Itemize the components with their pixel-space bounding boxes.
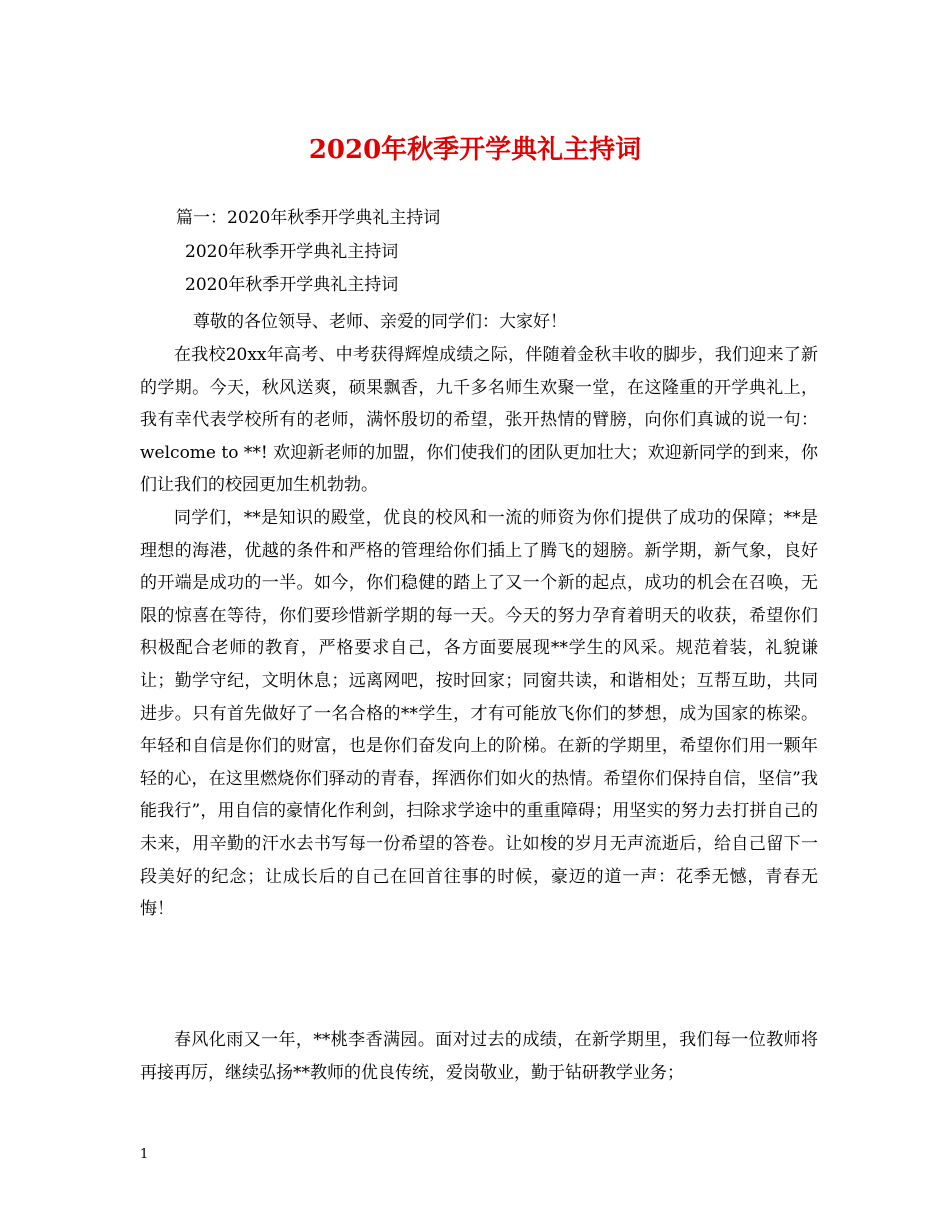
heading-line-2: 2020年秋季开学典礼主持词 xyxy=(185,242,399,262)
document-title: 2020年秋季开学典礼主持词 xyxy=(308,135,642,165)
heading-line-3: 2020年秋季开学典礼主持词 xyxy=(185,275,399,295)
paragraph-2: 同学们，**是知识的殿堂，优良的校风和一流的师资为你们提供了成功的保障；**是理想的海港，优越的条件和严格的管理给你们插上了腾飞的翅膀。新学期，新气象，良好的开端是成功的一半。如今，你们稳健的踏上了又一个新的起点，成功的机会在召唤，无限的惊喜在等待，你们要珍惜新学期的每一天。今天的努力孕育着明天的收获，希望你们积极配合老师的教育，严格要求自己，各方面要展现**学生的风采。规范着装，礼貌谦让；勤学守纪，文明休息；远离网吧，按时回家；同窗共读，和谐相处；互帮互助，共同进步。只有首先做好了一名合格的**学生，才有可能放飞你们的梦想，成为国家的栋梁。年轻和自信是你们的财富，也是你们奋发向上的阶梯。在新的学期里，希望你们用一颗年轻的心，在这里燃烧你们驿动的青春，挥洒你们如火的热情。希望你们保持自信，坚信”我能我行”，用自信的豪情化作利剑，扫除求学途中的重重障碍；用坚实的努力去打拼自己的未来，用辛勤的汗水去书写每一份希望的答卷。让如梭的岁月无声流逝后，给自己留下一段美好的纪念；让成长后的自己在回首往事的时候，豪迈的道一声：花季无憾，青春无悔！ xyxy=(140,508,818,920)
page-number: 1 xyxy=(140,1147,149,1162)
paragraph-1: 在我校20xx年高考、中考获得辉煌成绩之际，伴随着金秋丰收的脚步，我们迎来了新的学期。今天，秋风送爽，硕果飘香，九千多名师生欢聚一堂，在这隆重的开学典礼上，我有幸代表学校所有的老师，满怀殷切的希望，张开热情的臂膀，向你们真诚的说一句：welcome to **! 欢迎新老师的加盟，你们使我们的团队更加壮大；欢迎新同学的到来，你们让我们的校园更加生机勃勃。 xyxy=(140,345,818,496)
greeting-line: 尊敬的各位领导、老师、亲爱的同学们：大家好！ xyxy=(193,312,567,332)
paragraph-3: 春风化雨又一年，**桃李香满园。面对过去的成绩，在新学期里，我们每一位教师将再接再厉，继续弘扬**教师的优良传统，爱岗敬业，勤于钻研教学业务； xyxy=(140,1030,818,1083)
heading-line-1: 篇一：2020年秋季开学典礼主持词 xyxy=(176,208,441,228)
